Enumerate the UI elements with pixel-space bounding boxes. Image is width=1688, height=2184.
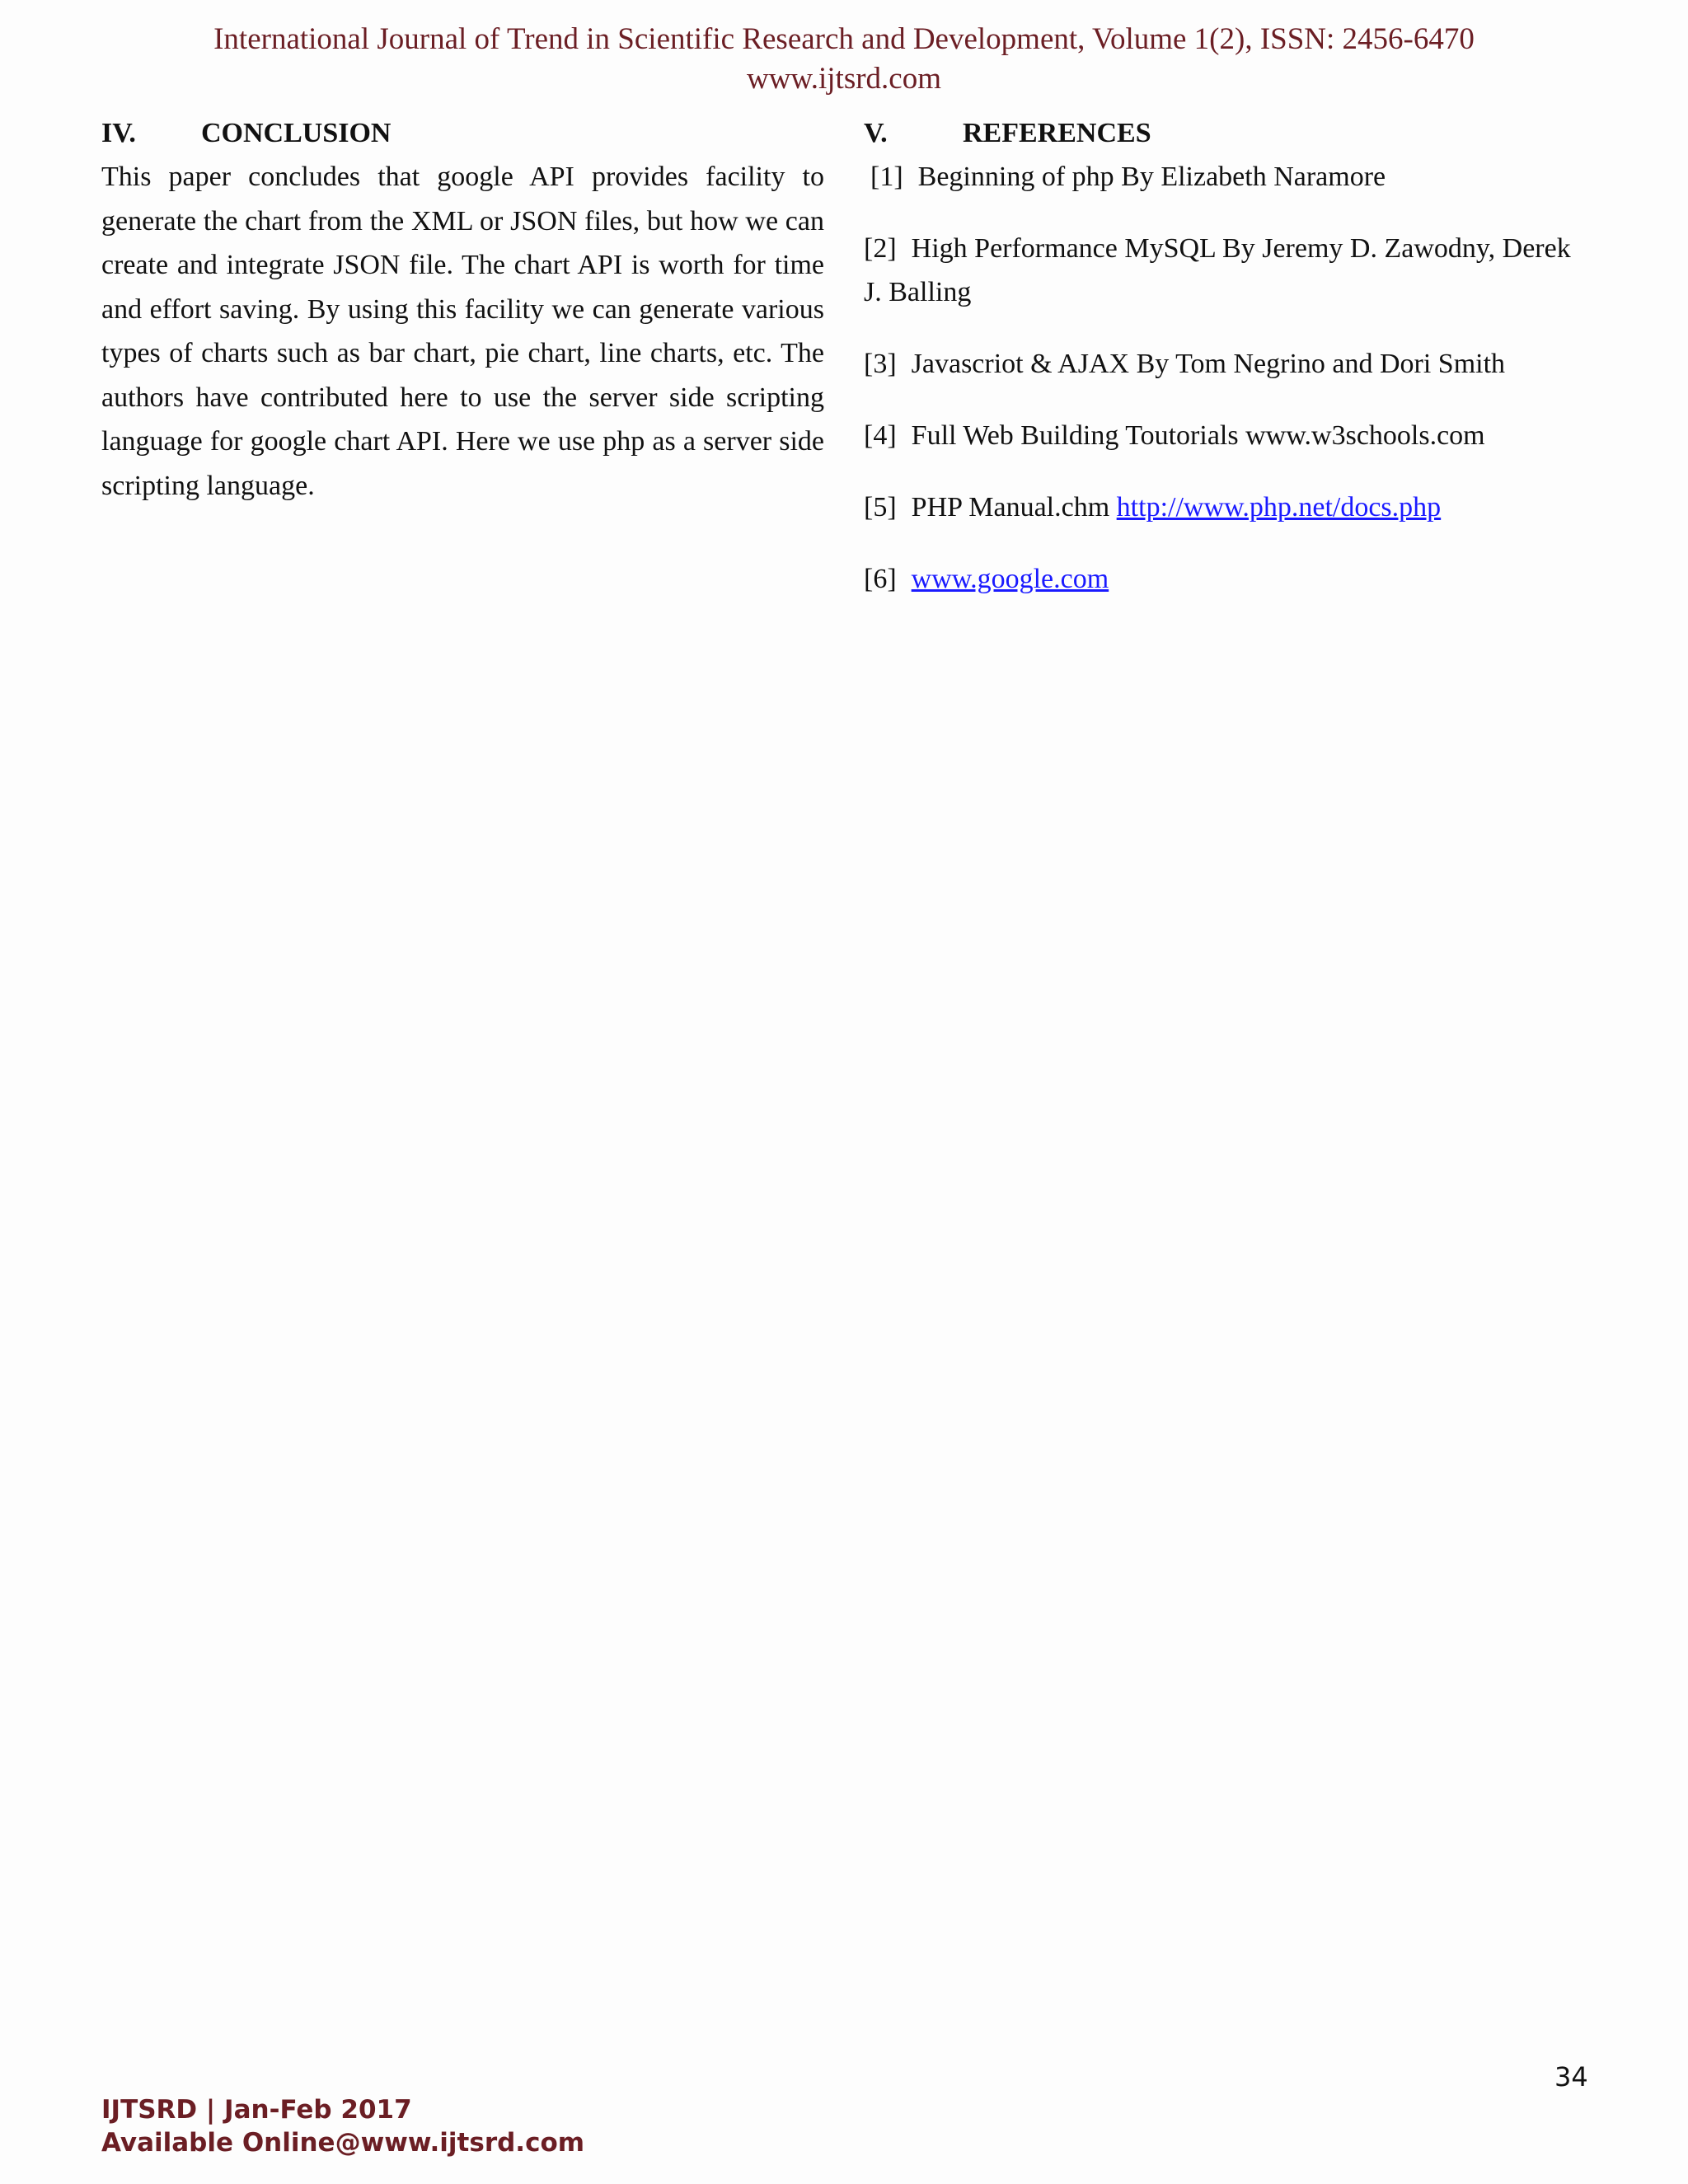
reference-number: [3] [864,349,897,379]
reference-item-4 [864,414,1589,457]
journal-title: International Journal of Trend in Scientific Research and Development, Volume 1(2), ISSN: 2456-6470 [213,22,1475,56]
references-title: REFERENCES [963,118,1151,148]
reference-link-php-docs[interactable]: http://www.php.net/docs.php [1116,492,1442,523]
page-number: 34 [1554,2061,1588,2093]
reference-number: [4] [864,420,897,451]
reference-number: [2] [864,233,897,264]
journal-website: www.ijtsrd.com [746,62,942,96]
reference-text: Beginning of php By Elizabeth Naramore [917,162,1386,192]
reference-item-2 [864,227,1589,314]
footer-issue: IJTSRD | Jan-Feb 2017 [101,2095,412,2125]
references-section [864,112,1589,629]
journal-header [0,20,1688,99]
conclusion-text: This paper concludes that google API provides facility to generate the chart from the XML or JSON files, but how we can create and integrate JSON file. The chart API is worth for time and effort saving. By using this facility we can generate various types of charts such as bar chart, pie chart, line charts, etc. The authors have contributed here to use the server side scripting language for google chart API. Here we use php as a server side scripting language. [101,162,824,501]
references-number: V. [864,118,888,148]
references-heading [864,112,1589,155]
footer-availability: Available Online@www.ijtsrd.com [101,2128,585,2158]
reference-text: Javascriot & AJAX By Tom Negrino and Dori Smith [911,349,1506,379]
reference-list [864,155,1589,601]
conclusion-title: CONCLUSION [201,118,392,148]
page-footer [101,2093,584,2159]
reference-item-3 [864,342,1589,386]
reference-text: PHP Manual.chm [911,492,1117,523]
reference-item-6 [864,557,1589,601]
conclusion-heading [101,112,824,155]
conclusion-section [101,112,824,508]
reference-link-google[interactable]: www.google.com [911,564,1109,594]
reference-number: [6] [864,564,897,594]
reference-number: [5] [864,492,897,523]
reference-text: Full Web Building Toutorials www.w3schools.com [911,420,1485,451]
reference-number: [1] [870,162,903,192]
reference-item-5 [864,485,1589,529]
reference-text: High Performance MySQL By Jeremy D. Zawodny, Derek J. Balling [864,233,1571,307]
reference-item-1 [864,155,1589,199]
conclusion-number: IV. [101,118,136,148]
